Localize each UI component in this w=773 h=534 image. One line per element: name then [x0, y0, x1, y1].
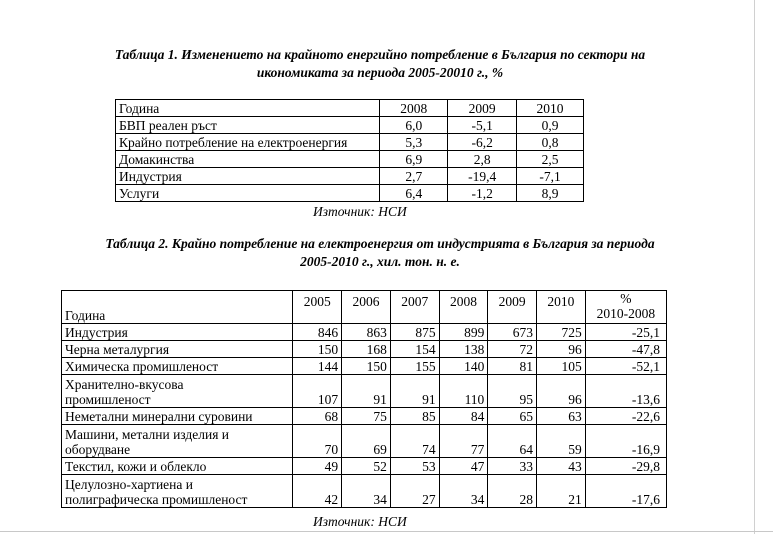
table2-row-label-line1: Целулозно-хартиена и	[65, 477, 193, 492]
table1-cell: 2,5	[517, 151, 584, 168]
table2-cell: 65	[488, 408, 537, 425]
table2-pct-header-line1: %	[620, 291, 632, 306]
table2-cell: 49	[293, 458, 342, 475]
table2-row-label-line2: полиграфическа промишленост	[65, 492, 248, 507]
table2-cell: 52	[342, 458, 391, 475]
table1-header-cell: Година	[116, 100, 380, 117]
table1-caption-line2: икономиката за периода 2005-20010 г., %	[256, 65, 504, 80]
table1-cell: 6,4	[380, 185, 448, 202]
page-edge-bottom	[0, 531, 773, 532]
table2-cell: 150	[293, 341, 342, 358]
table1-cell: 5,3	[380, 134, 448, 151]
table1-header-cell: 2010	[517, 100, 584, 117]
table2-cell: 47	[439, 458, 488, 475]
table-row	[62, 324, 667, 341]
table2-row-label-line2: оборудване	[65, 442, 131, 457]
table2-cell: 107	[293, 375, 342, 408]
table1-cell: 0,9	[517, 117, 584, 134]
table-row	[116, 117, 584, 134]
table2-pct-cell: -47,8	[585, 341, 666, 358]
table2-caption	[40, 235, 720, 271]
table2-cell: 42	[293, 475, 342, 508]
table2-row-label: Неметални минерални суровини	[62, 408, 293, 425]
table2-row-label	[62, 375, 293, 408]
table2-cell: 96	[537, 375, 586, 408]
table2-cell: 33	[488, 458, 537, 475]
table1-caption-line1: Таблица 1. Изменението на крайното енергийно потребление в България по сектори на	[114, 47, 646, 62]
table1-row-label: Домакинства	[116, 151, 380, 168]
table2-cell: 863	[342, 324, 391, 341]
table-row	[116, 185, 584, 202]
table2-cell: 110	[439, 375, 488, 408]
table1	[115, 99, 584, 202]
table2-caption-line1: Таблица 2. Крайно потребление на електроенергия от индустрията в България за периода	[105, 236, 655, 251]
table1-row-label: БВП реален ръст	[116, 117, 380, 134]
table2-row-label: Химическа промишленост	[62, 358, 293, 375]
table2-cell: 63	[537, 408, 586, 425]
table2-cell: 105	[537, 358, 586, 375]
table2-cell: 64	[488, 425, 537, 458]
table2-cell: 27	[390, 475, 439, 508]
table1-cell: 2,8	[448, 151, 517, 168]
table2-pct-header-line2: 2010-2008	[596, 306, 656, 321]
table2-cell: 875	[390, 324, 439, 341]
table-row	[62, 375, 667, 408]
table2-cell: 21	[537, 475, 586, 508]
table2-cell: 155	[390, 358, 439, 375]
table1-cell: -7,1	[517, 168, 584, 185]
table1-row-label: Услуги	[116, 185, 380, 202]
table2-header-cell: 2008	[439, 291, 488, 324]
table2-row-label-line1: Машини, метални изделия и	[65, 427, 230, 442]
table2-pct-cell: -29,8	[585, 458, 666, 475]
table-row	[62, 341, 667, 358]
table2-pct-cell: -52,1	[585, 358, 666, 375]
table2-cell: 81	[488, 358, 537, 375]
table1-row-label: Крайно потребление на електроенергия	[116, 134, 380, 151]
table2-cell: 96	[537, 341, 586, 358]
table2-cell: 68	[293, 408, 342, 425]
table2-cell: 673	[488, 324, 537, 341]
table2-cell: 150	[342, 358, 391, 375]
table2-cell: 28	[488, 475, 537, 508]
table2-pct-cell: -16,9	[585, 425, 666, 458]
table2-cell: 899	[439, 324, 488, 341]
table2-cell: 138	[439, 341, 488, 358]
table2-header-cell: 2007	[390, 291, 439, 324]
table2-row-label: Индустрия	[62, 324, 293, 341]
table1-header-row	[116, 100, 584, 117]
table2-cell: 140	[439, 358, 488, 375]
table2-cell: 34	[439, 475, 488, 508]
table2-cell: 95	[488, 375, 537, 408]
table1-cell: 0,8	[517, 134, 584, 151]
table2-header-cell: 2010	[537, 291, 586, 324]
table1-cell: 2,7	[380, 168, 448, 185]
table1-cell: 8,9	[517, 185, 584, 202]
table1-cell: 6,9	[380, 151, 448, 168]
table2-cell: 34	[342, 475, 391, 508]
table2-row-label: Текстил, кожи и облекло	[62, 458, 293, 475]
table2-cell: 53	[390, 458, 439, 475]
table1-header-cell: 2008	[380, 100, 448, 117]
table-row	[62, 358, 667, 375]
table1-cell: -6,2	[448, 134, 517, 151]
table1-cell: -5,1	[448, 117, 517, 134]
table-row	[116, 134, 584, 151]
table2-header-cell: Година	[62, 291, 293, 324]
table2-cell: 77	[439, 425, 488, 458]
table2-pct-cell: -17,6	[585, 475, 666, 508]
table2-cell: 75	[342, 408, 391, 425]
table2-pct-header	[585, 291, 666, 324]
table1-source: Източник: НСИ	[313, 204, 407, 219]
table2-header-row	[62, 291, 667, 324]
table-row	[116, 151, 584, 168]
table2-row-label	[62, 475, 293, 508]
table1-header-cell: 2009	[448, 100, 517, 117]
table2-cell: 69	[342, 425, 391, 458]
table2-cell: 85	[390, 408, 439, 425]
table1-cell: -19,4	[448, 168, 517, 185]
table-row	[62, 408, 667, 425]
table-row	[62, 458, 667, 475]
page-edge-right	[754, 0, 755, 534]
table1-cell: -1,2	[448, 185, 517, 202]
table2-cell: 144	[293, 358, 342, 375]
table2-header-cell: 2009	[488, 291, 537, 324]
table2-cell: 91	[342, 375, 391, 408]
table-row	[62, 425, 667, 458]
table2-caption-line2: 2005-2010 г., хил. тон. н. е.	[300, 254, 460, 269]
table2-row-label	[62, 425, 293, 458]
table2-pct-cell: -13,6	[585, 375, 666, 408]
table2-header-cell: 2006	[342, 291, 391, 324]
table1-cell: 6,0	[380, 117, 448, 134]
table1-row-label: Индустрия	[116, 168, 380, 185]
table2-cell: 70	[293, 425, 342, 458]
table2-cell: 43	[537, 458, 586, 475]
table2-row-label: Черна металургия	[62, 341, 293, 358]
table2-header-cell: 2005	[293, 291, 342, 324]
table2-pct-cell: -25,1	[585, 324, 666, 341]
table2-pct-cell: -22,6	[585, 408, 666, 425]
table2-source: Източник: НСИ	[313, 514, 407, 529]
table2-row-label-line1: Хранително-вкусова	[65, 377, 184, 392]
table2-cell: 59	[537, 425, 586, 458]
table2-row-label-line2: промишленост	[65, 392, 151, 407]
table2-cell: 168	[342, 341, 391, 358]
table-row	[116, 168, 584, 185]
table2-cell: 154	[390, 341, 439, 358]
table2-cell: 74	[390, 425, 439, 458]
table2-cell: 725	[537, 324, 586, 341]
table2-cell: 91	[390, 375, 439, 408]
table1-caption	[40, 46, 720, 82]
table2-cell: 846	[293, 324, 342, 341]
table2	[61, 290, 667, 508]
table2-cell: 84	[439, 408, 488, 425]
table-row	[62, 475, 667, 508]
table2-cell: 72	[488, 341, 537, 358]
